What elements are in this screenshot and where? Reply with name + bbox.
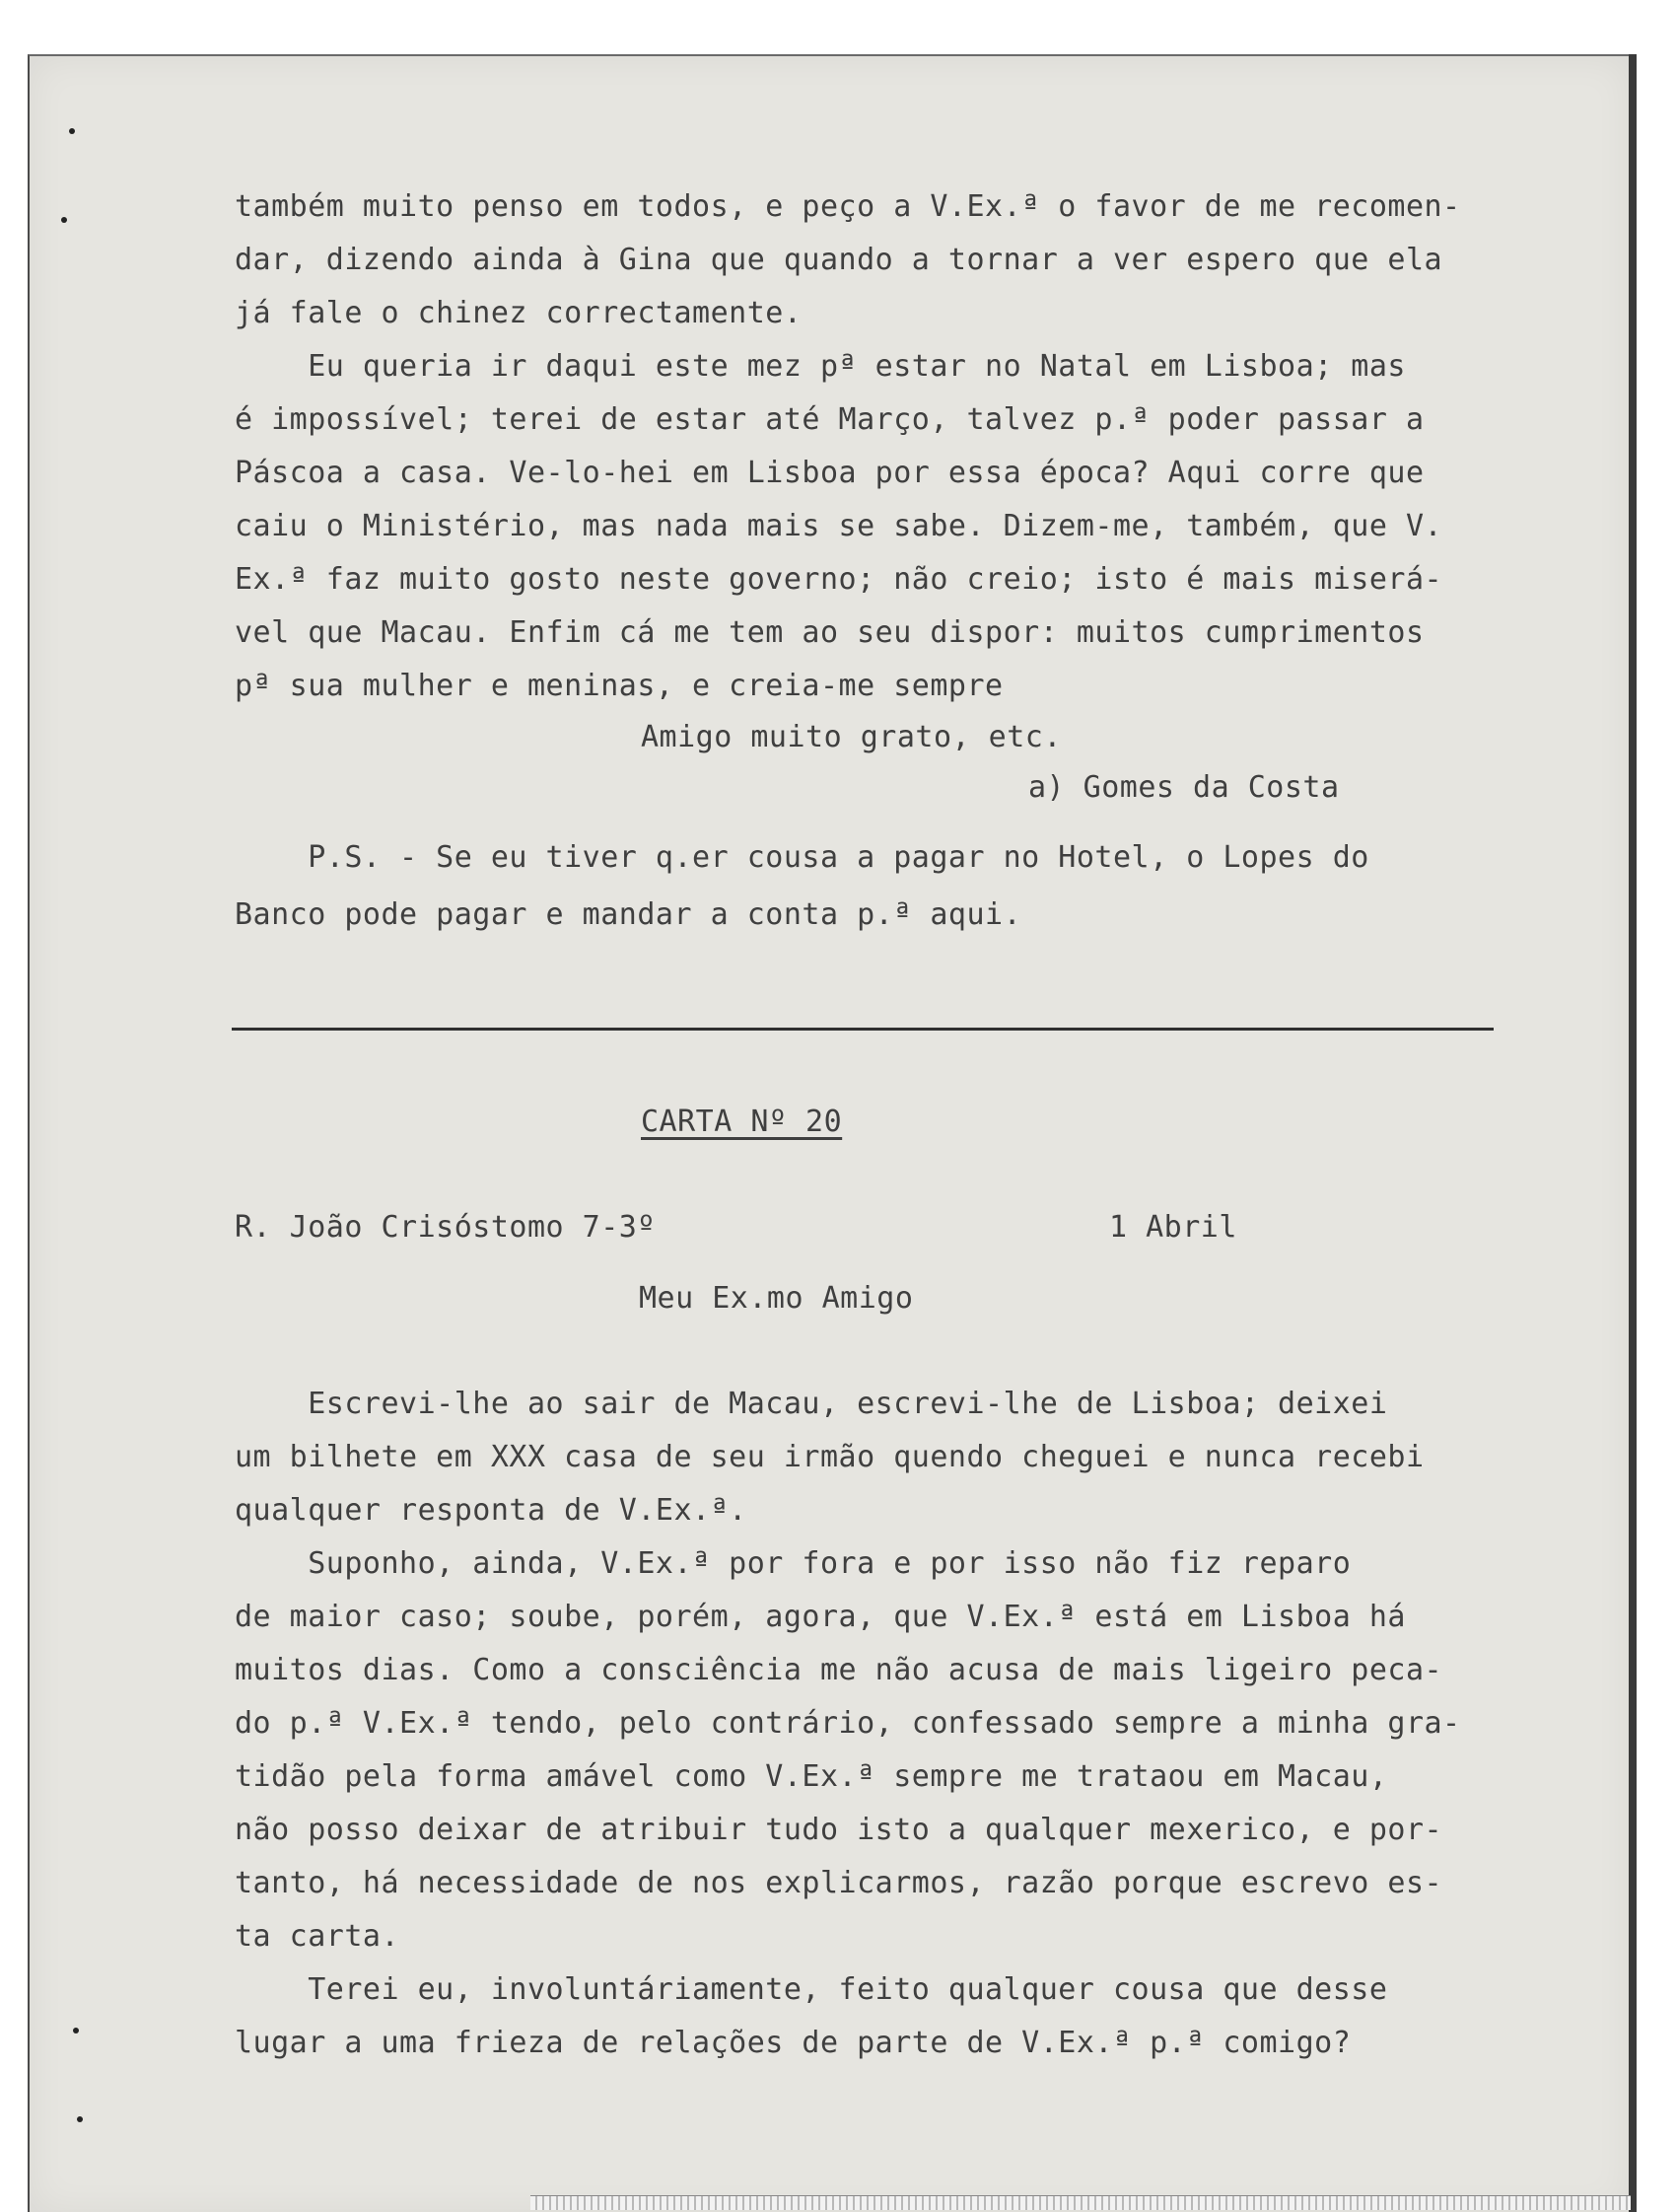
body-line: qualquer responta de V.Ex.ª.	[235, 1493, 747, 1528]
body-line: Suponho, ainda, V.Ex.ª por fora e por isso não fiz reparo	[235, 1546, 1352, 1581]
binder-hole	[77, 2116, 83, 2122]
body-line: ta carta.	[235, 1919, 400, 1954]
body-line: tanto, há necessidade de nos explicarmos, razão porque escrevo es-	[235, 1866, 1443, 1900]
body-line: Ex.ª faz muito gosto neste governo; não creio; isto é mais miserá-	[235, 562, 1443, 597]
body-line: lugar a uma frieza de relações de parte de V.Ex.ª p.ª comigo?	[235, 2026, 1352, 2060]
body-line: também muito penso em todos, e peço a V.Ex.ª o favor de me recomen-	[235, 189, 1461, 224]
salutation: Meu Ex.mo Amigo	[639, 1281, 914, 1316]
body-line: dar, dizendo ainda à Gina que quando a tornar a ver espero que ela	[235, 243, 1443, 277]
body-line: caiu o Ministério, mas nada mais se sabe. Dizem-me, também, que V.	[235, 509, 1443, 543]
binder-hole	[73, 2028, 79, 2034]
body-line: de maior caso; soube, porém, agora, que V.Ex.ª está em Lisboa há	[235, 1600, 1406, 1634]
body-line: muitos dias. Como a consciência me não acusa de mais ligeiro peca-	[235, 1653, 1443, 1687]
letter-date: 1 Abril	[1109, 1210, 1237, 1245]
letter-heading: CARTA Nº 20	[641, 1105, 843, 1139]
scan-frame-edge	[1629, 54, 1637, 2212]
body-line: Eu queria ir daqui este mez pª estar no Natal em Lisboa; mas	[235, 349, 1406, 384]
signature: a) Gomes da Costa	[1028, 770, 1340, 805]
body-line: pª sua mulher e meninas, e creia-me sempre	[235, 669, 1004, 703]
body-line: do p.ª V.Ex.ª tendo, pelo contrário, confessado sempre a minha gra-	[235, 1706, 1461, 1741]
binder-hole	[61, 217, 67, 223]
section-divider	[232, 1028, 1494, 1031]
postscript-line: Banco pode pagar e mandar a conta p.ª aqui.	[235, 897, 1022, 932]
body-line: não posso deixar de atribuir tudo isto a qualquer mexerico, e por-	[235, 1813, 1443, 1847]
body-line: Escrevi-lhe ao sair de Macau, escrevi-lhe de Lisboa; deixei	[235, 1387, 1388, 1421]
body-line: Páscoa a casa. Ve-lo-hei em Lisboa por essa época? Aqui corre que	[235, 456, 1425, 490]
body-line: é impossível; terei de estar até Março, talvez p.ª poder passar a	[235, 402, 1425, 437]
sender-address: R. João Crisóstomo 7-3º	[235, 1210, 656, 1245]
binder-hole	[69, 128, 75, 134]
body-line: tidão pela forma amável como V.Ex.ª sempre me trataou em Macau,	[235, 1759, 1388, 1794]
body-line: Terei eu, involuntáriamente, feito qualquer cousa que desse	[235, 1972, 1388, 2007]
horizontal-scrollbar[interactable]	[530, 2195, 1631, 2210]
body-line: vel que Macau. Enfim cá me tem ao seu dispor: muitos cumprimentos	[235, 615, 1425, 650]
body-line: já fale o chinez correctamente.	[235, 296, 803, 330]
body-line: um bilhete em XXX casa de seu irmão quendo cheguei e nunca recebi	[235, 1440, 1425, 1474]
closing-line: Amigo muito grato, etc.	[641, 720, 1062, 754]
postscript-line: P.S. - Se eu tiver q.er cousa a pagar no Hotel, o Lopes do	[235, 840, 1369, 875]
